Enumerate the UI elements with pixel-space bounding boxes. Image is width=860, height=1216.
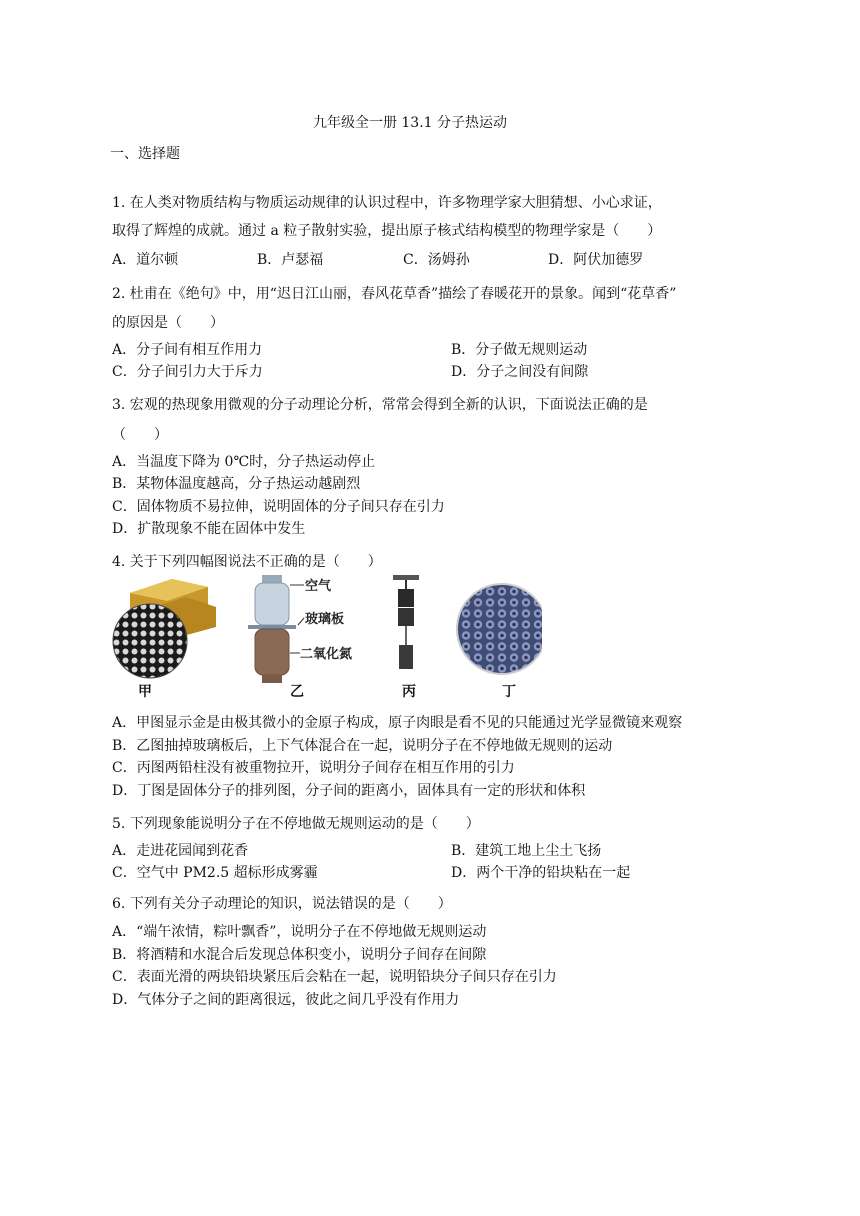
figure-label-ding: 丁 <box>502 684 516 700</box>
figure-label-jia: 甲 <box>138 684 152 700</box>
figure-label-yi: 乙 <box>290 684 304 700</box>
figure-jia-gold-atoms <box>113 579 216 678</box>
q3-option-b: B．某物体温度越高，分子热运动越剧烈 <box>112 476 361 492</box>
q3-stem-line2: （ ） <box>112 427 168 443</box>
q2-option-b: B．分子做无规则运动 <box>451 342 588 358</box>
figure-yi-diffusion-bottles <box>248 575 352 683</box>
q4-option-a: A．甲图显示金是由极其微小的金原子构成，原子肉眼是看不见的只能通过光学显微镜来观察 <box>112 715 683 731</box>
q3-option-c: C．固体物质不易拉伸，说明固体的分子间只存在引力 <box>112 499 445 515</box>
q1-option-d: D．阿伏加德罗 <box>548 252 644 268</box>
q5-option-d: D．两个干净的铅块粘在一起 <box>451 865 631 881</box>
q5-option-b: B．建筑工地上尘土飞扬 <box>451 843 602 859</box>
figure-bing-lead-cylinders <box>393 575 419 669</box>
figure-label-bing: 丙 <box>402 684 416 700</box>
q4-option-d: D．丁图是固体分子的排列图，分子间的距离小，固体具有一定的形状和体积 <box>112 783 586 799</box>
q3-option-a: A．当温度下降为 0℃时，分子热运动停止 <box>112 454 376 470</box>
q2-option-c: C．分子间引力大于斥力 <box>112 364 263 380</box>
q4-option-c: C．丙图两铅柱没有被重物拉开，说明分子间存在相互作用的引力 <box>112 760 515 776</box>
q2-stem-line2: 的原因是（ ） <box>112 315 224 331</box>
q2-option-d: D．分子之间没有间隙 <box>451 364 589 380</box>
figure-ding-solid-molecules <box>457 584 542 674</box>
q4-stem-line1: 4. 关于下列四幅图说法不正确的是（ ） <box>112 554 382 570</box>
label-no2: 二氧化氮 <box>300 647 353 662</box>
q6-option-a: A．“端午浓情，粽叶飘香”，说明分子在不停地做无规则运动 <box>112 924 487 940</box>
q6-option-c: C．表面光滑的两块铅块紧压后会粘在一起，说明铅块分子间只存在引力 <box>112 969 557 985</box>
q6-option-b: B．将酒精和水混合后发现总体积变小，说明分子间存在间隙 <box>112 947 487 963</box>
q1-option-b: B．卢瑟福 <box>257 252 324 268</box>
q4-option-b: B．乙图抽掉玻璃板后，上下气体混合在一起，说明分子在不停地做无规则的运动 <box>112 738 613 754</box>
q6-option-d: D．气体分子之间的距离很远，彼此之间几乎没有作用力 <box>112 992 460 1008</box>
section-heading: 一、选择题 <box>110 146 180 162</box>
document-title: 九年级全一册 13.1 分子热运动 <box>312 115 508 131</box>
label-air: 空气 <box>305 579 332 594</box>
q1-stem-line1: 1. 在人类对物质结构与物质运动规律的认识过程中，许多物理学家大胆猜想、小心求证， <box>112 195 662 211</box>
q5-option-c: C．空气中 PM2.5 超标形成雾霾 <box>112 865 318 881</box>
q5-stem-line1: 5. 下列现象能说明分子在不停地做无规则运动的是（ ） <box>112 816 480 832</box>
q3-option-d: D．扩散现象不能在固体中发生 <box>112 521 306 537</box>
label-glass-plate: 玻璃板 <box>305 612 345 627</box>
q6-stem-line1: 6. 下列有关分子动理论的知识，说法错误的是（ ） <box>112 896 452 912</box>
q1-option-c: C．汤姆孙 <box>403 252 470 268</box>
q2-stem-line1: 2. 杜甫在《绝句》中，用“迟日江山丽，春风花草香”描绘了春暖花开的景象。闻到“花草香” <box>112 286 677 302</box>
q1-stem-line2: 取得了辉煌的成就。通过 a 粒子散射实验，提出原子核式结构模型的物理学家是（ ） <box>112 223 662 239</box>
q1-option-a: A．道尔顿 <box>112 252 179 268</box>
q5-option-a: A．走进花园闻到花香 <box>112 843 249 859</box>
q2-option-a: A．分子间有相互作用力 <box>112 342 263 358</box>
q4-figure-set <box>112 575 542 705</box>
q3-stem-line1: 3. 宏观的热现象用微观的分子动理论分析，常常会得到全新的认识，下面说法正确的是 <box>112 397 648 413</box>
